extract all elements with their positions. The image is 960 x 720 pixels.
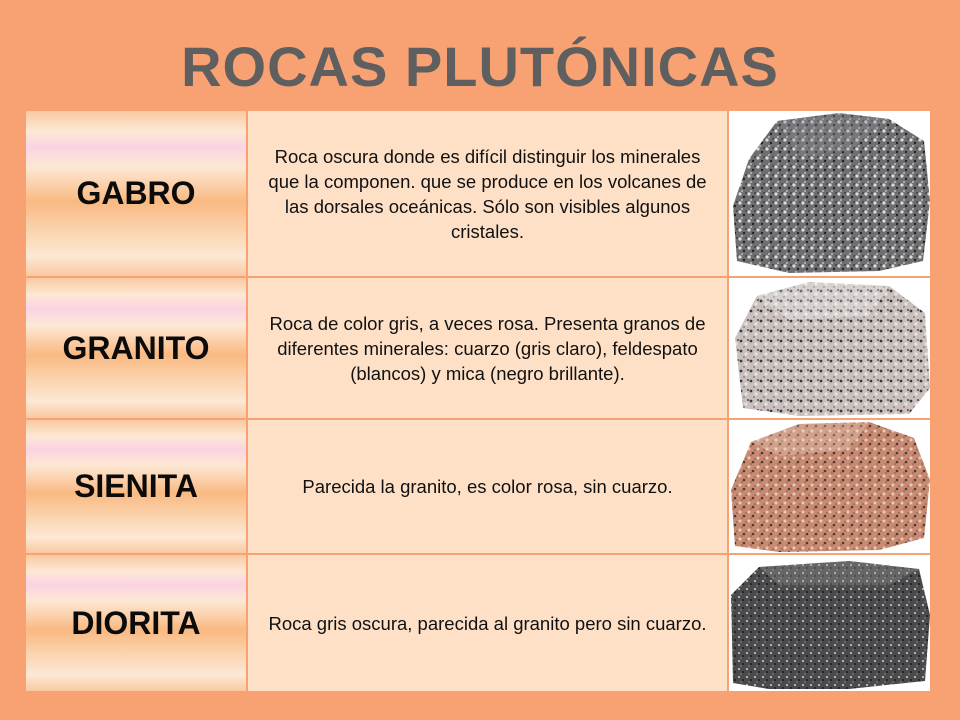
rock-description-text: Parecida la granito, es color rosa, sin cuarzo. <box>302 476 673 497</box>
rock-description <box>248 555 727 691</box>
rock-name: GABRO <box>26 111 246 276</box>
rock-name: GRANITO <box>26 278 246 418</box>
gabbro-rock-photo <box>729 111 930 276</box>
granite-rock-photo <box>729 278 930 418</box>
rock-description <box>248 420 727 553</box>
table-row-sienita <box>26 420 930 553</box>
table-row-diorita <box>26 555 930 691</box>
syenite-rock-photo <box>729 420 930 553</box>
page-title: ROCAS PLUTÓNICAS <box>181 35 779 98</box>
rock-description <box>248 111 727 276</box>
rock-description-text: Roca de color gris, a veces rosa. Presenta granos de diferentes minerales: cuarzo (gris claro), feldespato (blancos) y mica (negro brillante). <box>269 312 706 384</box>
diorite-rock-photo <box>729 555 930 691</box>
rock-description-text: Roca gris oscura, parecida al granito pero sin cuarzo. <box>268 612 707 634</box>
table-row-granito <box>26 278 930 418</box>
rock-description-text: Roca oscura donde es difícil distinguir los minerales que la componen. que se produce en los volcanes de las dorsales oceánicas. Sólo son visibles algunos cristales. <box>268 145 707 242</box>
table-row-gabro <box>26 111 930 276</box>
rock-name: SIENITA <box>26 420 246 553</box>
rock-name: DIORITA <box>26 555 246 691</box>
rocks-table <box>26 111 930 691</box>
rock-description <box>248 278 727 418</box>
